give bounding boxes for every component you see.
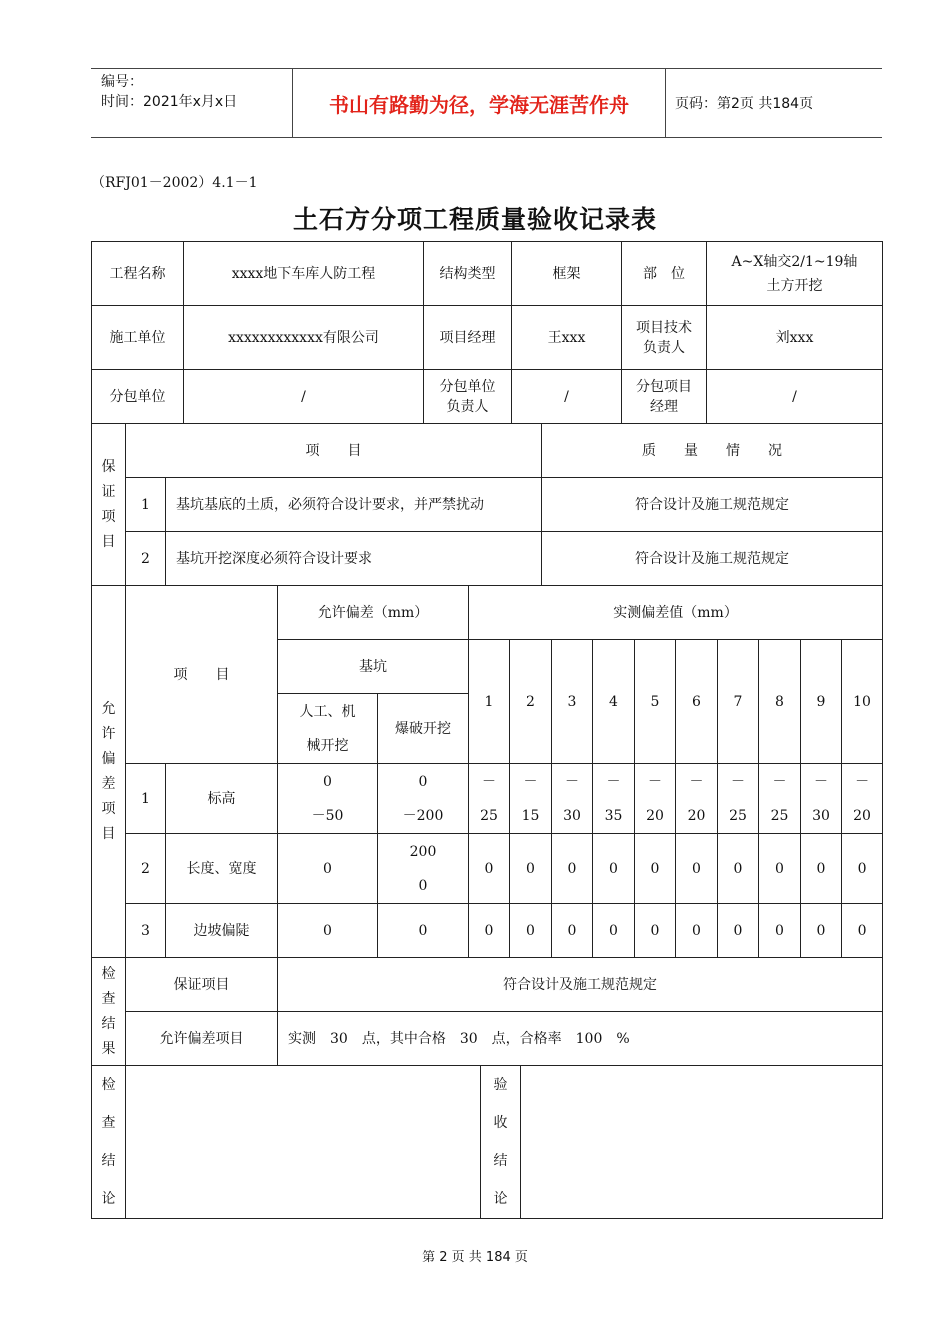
measured-cell — [676, 764, 718, 834]
guarantee-row-no: 1 — [126, 478, 166, 532]
measured-cell — [593, 764, 635, 834]
time-label: 时间：2021年x月x日 — [101, 94, 238, 110]
header-left-cell — [91, 69, 292, 137]
measured-sign: － — [606, 773, 621, 790]
point-header: 6 — [676, 640, 718, 764]
measured-value: 0 — [469, 834, 510, 904]
measured-value: 0 — [842, 834, 883, 904]
measured-value: 0 — [676, 904, 718, 958]
measured-value: 0 — [635, 904, 676, 958]
side-char: 结 — [101, 1153, 116, 1169]
point-header: 2 — [510, 640, 552, 764]
point-header: 1 — [469, 640, 510, 764]
manual-header-line: 人工、机 — [299, 703, 356, 720]
tech-lead-value: 刘xxx — [707, 306, 883, 370]
structure-type-value: 框架 — [512, 242, 622, 306]
measured-sign: － — [689, 773, 704, 790]
sub-pm-label-line: 经理 — [650, 398, 678, 415]
point-header: 9 — [801, 640, 842, 764]
side-char: 结 — [101, 1015, 116, 1032]
side-char: 偏 — [101, 750, 116, 767]
measured-sign: － — [565, 773, 579, 790]
check-conclusion-side-label — [92, 1066, 126, 1219]
page-header — [91, 68, 882, 138]
sub-pm-label-line: 分包项目 — [636, 378, 692, 395]
side-char: 检 — [101, 965, 116, 982]
measured-value: 0 — [552, 904, 593, 958]
measured-value: 0 — [759, 834, 801, 904]
measured-cell — [510, 764, 552, 834]
allow-value-line: －200 — [402, 807, 444, 824]
sub-pm-value: / — [707, 370, 883, 424]
allow-value-line: 0 — [418, 773, 428, 790]
measured-value: 30 — [812, 807, 830, 824]
measured-value: 0 — [593, 904, 635, 958]
measured-value: 30 — [563, 807, 581, 824]
tolerance-row-name: 长度、宽度 — [166, 834, 278, 904]
pm-value: 王xxx — [512, 306, 622, 370]
tolerance-row-name: 边坡偏陡 — [166, 904, 278, 958]
side-char: 检 — [101, 1077, 116, 1093]
allow-value-line: 200 — [409, 843, 437, 860]
measured-cell — [842, 764, 883, 834]
guarantee-item-header: 项 目 — [126, 424, 542, 478]
guarantee-quality-header: 质 量 情 况 — [542, 424, 883, 478]
guarantee-side-label — [92, 424, 126, 586]
measured-cell — [759, 764, 801, 834]
side-char: 论 — [101, 1191, 116, 1207]
sub-lead-value: / — [512, 370, 622, 424]
allow-header: 允许偏差（mm） — [278, 586, 469, 640]
number-label: 编号： — [101, 74, 143, 90]
check-result-table — [91, 957, 883, 1066]
measured-value: 25 — [729, 807, 747, 824]
check-guarantee-label: 保证项目 — [126, 958, 278, 1012]
measured-sign: － — [648, 773, 662, 790]
project-name-value: xxxx地下车库人防工程 — [184, 242, 424, 306]
guarantee-row-item: 基坑开挖深度必须符合设计要求 — [166, 532, 542, 586]
sub-pm-label — [622, 370, 707, 424]
manual-excavation-header — [278, 694, 378, 764]
measured-value: 0 — [676, 834, 718, 904]
tech-lead-label-line: 负责人 — [643, 339, 685, 356]
measured-sign: － — [523, 773, 538, 790]
measured-value: 0 — [842, 904, 883, 958]
measured-value: 0 — [759, 904, 801, 958]
side-char: 目 — [101, 825, 116, 842]
side-char: 允 — [101, 700, 116, 717]
measured-sign: － — [855, 773, 870, 790]
blast-allow-value: 0 — [378, 904, 469, 958]
point-header: 10 — [842, 640, 883, 764]
measured-value: 15 — [521, 807, 540, 824]
blast-excavation-header: 爆破开挖 — [378, 694, 469, 764]
part-value-line: 土方开挖 — [766, 277, 823, 294]
measured-sign: － — [731, 773, 745, 790]
accept-conclusion-side-label — [481, 1066, 521, 1219]
side-char: 项 — [101, 508, 116, 525]
side-char: 许 — [101, 725, 116, 742]
accept-conclusion-area — [521, 1066, 883, 1219]
manual-allow-value — [278, 764, 378, 834]
tolerance-table — [91, 585, 883, 958]
tech-lead-label — [622, 306, 707, 370]
structure-type-label: 结构类型 — [424, 242, 512, 306]
page-footer: 第 2 页 共 184 页 — [422, 1250, 528, 1265]
measured-value: 0 — [635, 834, 676, 904]
measured-cell — [801, 764, 842, 834]
measured-value: 25 — [480, 807, 498, 824]
measured-value: 0 — [801, 834, 842, 904]
header-divider — [665, 69, 666, 137]
measured-value: 0 — [510, 834, 552, 904]
measured-value: 0 — [469, 904, 510, 958]
header-motto: 书山有路勤为径，学海无涯苦作舟 — [329, 92, 629, 117]
side-char: 差 — [101, 775, 116, 792]
guarantee-table — [91, 423, 883, 586]
blast-allow-value — [378, 834, 469, 904]
side-char: 论 — [493, 1191, 508, 1207]
manual-allow-value: 0 — [278, 834, 378, 904]
measured-cell — [718, 764, 759, 834]
tolerance-row-no: 1 — [126, 764, 166, 834]
measured-value: 20 — [646, 807, 664, 824]
part-label: 部 位 — [622, 242, 707, 306]
side-char: 结 — [493, 1153, 508, 1169]
conclusion-table — [91, 1065, 883, 1219]
allow-value-line: －50 — [311, 807, 344, 824]
measured-value: 0 — [552, 834, 593, 904]
sub-lead-label — [424, 370, 512, 424]
contractor-label: 施工单位 — [92, 306, 184, 370]
check-tolerance-label: 允许偏差项目 — [126, 1012, 278, 1066]
side-char: 保 — [101, 458, 116, 475]
guarantee-row-item: 基坑基底的土质，必须符合设计要求，并严禁扰动 — [166, 478, 542, 532]
measured-value: 20 — [853, 807, 871, 824]
measured-value: 0 — [801, 904, 842, 958]
allow-value-line: 0 — [323, 773, 332, 790]
pm-label: 项目经理 — [424, 306, 512, 370]
info-table — [91, 241, 883, 424]
tolerance-row-no: 2 — [126, 834, 166, 904]
measured-value: 20 — [687, 807, 706, 824]
tolerance-side-label — [92, 586, 126, 958]
side-char: 查 — [101, 1115, 116, 1131]
point-header: 3 — [552, 640, 593, 764]
guarantee-row-quality: 符合设计及施工规范规定 — [542, 532, 883, 586]
guarantee-row-no: 2 — [126, 532, 166, 586]
point-header: 5 — [635, 640, 676, 764]
part-value — [707, 242, 883, 306]
measured-value: 0 — [593, 834, 635, 904]
measured-sign: － — [814, 773, 828, 790]
check-guarantee-result: 符合设计及施工规范规定 — [278, 958, 883, 1012]
measured-sign: － — [482, 773, 496, 790]
tolerance-row-name: 标高 — [166, 764, 278, 834]
project-name-label: 工程名称 — [92, 242, 184, 306]
pit-header: 基坑 — [278, 640, 469, 694]
manual-allow-value: 0 — [278, 904, 378, 958]
point-header: 8 — [759, 640, 801, 764]
check-conclusion-area — [126, 1066, 481, 1219]
side-char: 证 — [101, 483, 116, 500]
tolerance-row-no: 3 — [126, 904, 166, 958]
measured-value: 0 — [718, 834, 759, 904]
header-page-info: 页码：第2页 共184页 — [675, 96, 814, 112]
side-char: 项 — [101, 800, 116, 817]
measured-sign: － — [772, 773, 787, 790]
measured-cell — [552, 764, 593, 834]
measured-cell — [635, 764, 676, 834]
form-code: （RFJ01－2002）4.1－1 — [91, 175, 258, 191]
sub-lead-label-line: 负责人 — [446, 398, 489, 415]
manual-header-line: 械开挖 — [306, 737, 349, 754]
measured-cell — [469, 764, 510, 834]
guarantee-row-quality: 符合设计及施工规范规定 — [542, 478, 883, 532]
measured-value: 0 — [510, 904, 552, 958]
side-char: 收 — [493, 1115, 508, 1131]
blast-allow-value — [378, 764, 469, 834]
point-header: 7 — [718, 640, 759, 764]
point-header: 4 — [593, 640, 635, 764]
form-title: 土石方分项工程质量验收记录表 — [292, 205, 657, 234]
side-char: 查 — [101, 990, 116, 1007]
side-char: 验 — [493, 1077, 508, 1093]
measured-header: 实测偏差值（mm） — [469, 586, 883, 640]
side-char: 目 — [101, 533, 116, 550]
side-char: 果 — [101, 1040, 116, 1057]
measured-value: 35 — [604, 807, 623, 824]
check-tolerance-result: 实测 30 点，其中合格 30 点，合格率 100 % — [278, 1012, 883, 1066]
part-value-line: A~X轴交2/1~19轴 — [731, 253, 858, 270]
sub-lead-label-line: 分包单位 — [439, 378, 496, 395]
subcontractor-label: 分包单位 — [92, 370, 184, 424]
measured-value: 0 — [718, 904, 759, 958]
tolerance-item-header: 项 目 — [126, 586, 278, 764]
check-side-label — [92, 958, 126, 1066]
measured-value: 25 — [770, 807, 789, 824]
subcontractor-value: / — [184, 370, 424, 424]
tech-lead-label-line: 项目技术 — [636, 319, 692, 336]
allow-value-line: 0 — [418, 877, 428, 894]
contractor-value: xxxxxxxxxxxx有限公司 — [184, 306, 424, 370]
